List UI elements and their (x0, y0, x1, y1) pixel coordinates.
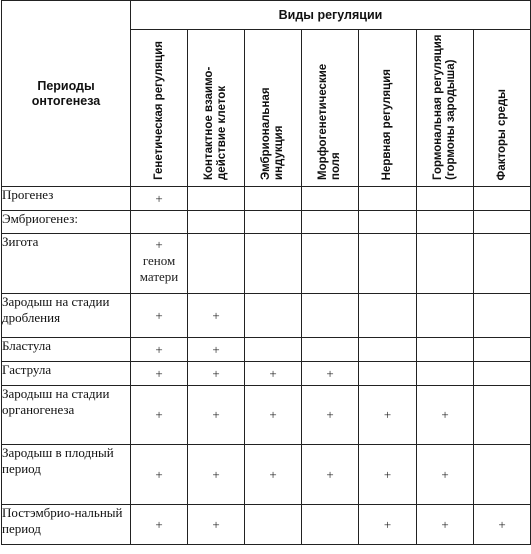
mark-cell: + (417, 445, 474, 505)
mark-cell (359, 234, 417, 294)
mark-cell: + (188, 294, 245, 338)
table-row-fetal (2, 445, 531, 505)
mark-cell: + (359, 505, 417, 545)
mark-cell (245, 505, 302, 545)
table-row-progenesis (2, 187, 531, 211)
mark-cell (302, 505, 359, 545)
mark-cell (131, 211, 188, 234)
mark-cell: + (302, 386, 359, 445)
mark-cell (359, 338, 417, 362)
mark-cell (302, 187, 359, 211)
mark-cell (417, 362, 474, 386)
mark-cell: + (474, 505, 531, 545)
table-row-organogenesis (2, 386, 531, 445)
column-header-genetic: Генетическая регуляция (131, 30, 188, 187)
mark-cell: + (188, 445, 245, 505)
mark-cell (417, 187, 474, 211)
mark-cell: + (302, 362, 359, 386)
mark-cell: + (131, 505, 188, 545)
mark-cell (359, 187, 417, 211)
mark-cell: + (131, 187, 188, 211)
table-row-blastula (2, 338, 531, 362)
period-label: Зародыш в плодный период (2, 445, 131, 505)
mark-cell: + (131, 386, 188, 445)
table-row-embryogenesis (2, 211, 531, 234)
table-row-zygote (2, 234, 531, 294)
periods-header: Периоды онтогенеза (2, 1, 131, 187)
mark-cell: + (188, 505, 245, 545)
period-label: Прогенез (2, 187, 131, 211)
period-label: Эмбриогенез: (2, 211, 131, 234)
mark-cell (474, 294, 531, 338)
regulation-table (1, 0, 531, 545)
mark-cell (417, 294, 474, 338)
mark-cell (302, 294, 359, 338)
mark-cell: + (359, 386, 417, 445)
column-header-environment: Факторы среды (474, 30, 531, 187)
table-row-postembryonic (2, 505, 531, 545)
column-header-nervous: Нервная регуляция (359, 30, 417, 187)
table-row-cleavage (2, 294, 531, 338)
table-header (2, 1, 531, 187)
period-label: Бластула (2, 338, 131, 362)
column-header-morphogenetic-fields: Морфогенетические поля (302, 30, 359, 187)
mark-cell (417, 234, 474, 294)
mark-cell (188, 187, 245, 211)
mark-cell (474, 445, 531, 505)
mark-cell (359, 211, 417, 234)
mark-cell: + (417, 386, 474, 445)
mark-cell: + (359, 445, 417, 505)
mark-cell: + (245, 445, 302, 505)
mark-cell (474, 338, 531, 362)
column-header-hormonal: Гормональная регуляция (гормоны зародыша) (417, 30, 474, 187)
mark-cell (245, 338, 302, 362)
mark-cell: + (245, 386, 302, 445)
period-label: Гаструла (2, 362, 131, 386)
mark-cell: + (417, 505, 474, 545)
mark-cell (302, 338, 359, 362)
mark-cell (474, 234, 531, 294)
maternal-genome-note: геном матери (139, 253, 179, 284)
mark-cell (359, 294, 417, 338)
mark-cell: + (188, 386, 245, 445)
column-header-embryonic-induction: Эмбриональная индукция (245, 30, 302, 187)
mark-cell: + (131, 362, 188, 386)
mark-cell (245, 211, 302, 234)
mark-cell (474, 187, 531, 211)
mark-cell (417, 211, 474, 234)
mark-cell (474, 362, 531, 386)
mark-cell (131, 234, 188, 294)
period-label: Постэмбрио-нальный период (2, 505, 131, 545)
mark-cell (302, 211, 359, 234)
mark-cell: + (131, 338, 188, 362)
mark-cell (417, 338, 474, 362)
mark-cell: + (131, 445, 188, 505)
table-row-gastrula (2, 362, 531, 386)
mark-cell (302, 234, 359, 294)
period-label: Зигота (2, 234, 131, 294)
mark-cell: + (188, 338, 245, 362)
mark-cell (245, 187, 302, 211)
mark-cell: + (302, 445, 359, 505)
mark-cell: + (188, 362, 245, 386)
mark-symbol: + (155, 237, 163, 252)
mark-cell: + (245, 362, 302, 386)
mark-cell (359, 362, 417, 386)
period-label: Зародыш на стадии дробления (2, 294, 131, 338)
mark-cell (188, 234, 245, 294)
column-header-cell-contact: Контактное взаимо-действие клеток (188, 30, 245, 187)
mark-cell (245, 294, 302, 338)
mark-cell (245, 234, 302, 294)
mark-cell: + (131, 294, 188, 338)
mark-cell (188, 211, 245, 234)
regulation-types-header: Виды регуляции (131, 1, 531, 30)
mark-cell (474, 386, 531, 445)
period-label: Зародыш на стадии органогенеза (2, 386, 131, 445)
mark-cell (474, 211, 531, 234)
